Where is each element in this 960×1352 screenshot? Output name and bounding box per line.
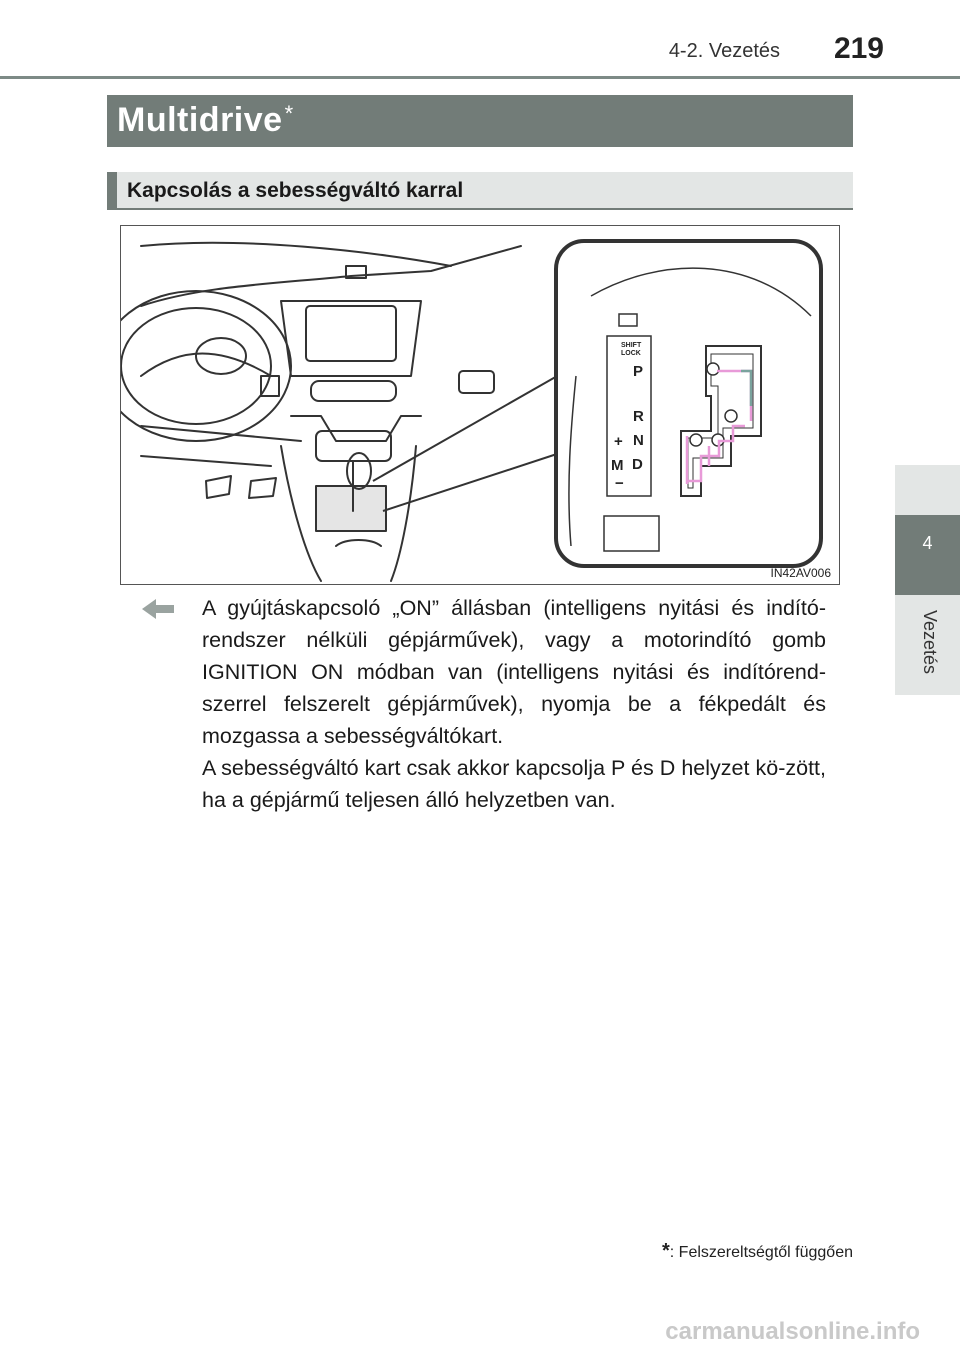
gear-n-label: N — [633, 432, 644, 449]
title-star: * — [284, 101, 294, 126]
page-number: 219 — [833, 32, 884, 65]
shift-lever-figure — [120, 225, 840, 585]
gear-plus-label: + — [614, 433, 623, 450]
shift-lock-label-1: SHIFT — [621, 342, 642, 349]
side-strip-top — [895, 465, 960, 515]
subtitle: Kapcsolás a sebességváltó karral — [127, 179, 464, 202]
gear-p-label: P — [633, 363, 644, 380]
gear-minus-label: − — [615, 475, 624, 492]
shift-lock-label-2: LOCK — [621, 350, 641, 357]
gear-r-label: R — [633, 408, 644, 425]
page-title-text: Multidrive — [117, 101, 283, 139]
paragraph-1: A gyújtáskapcsoló „ON” állásban (intelligens nyitási és indító-rendszer nélküli gépjárművek), vagy a motorindító gomb IGNITION ON módban van (intelligens nyitási és indítórend-szerrel felszerelt gépjárművek), nyomja be a fékpedált és mozgassa a sebességváltókart. — [202, 596, 826, 748]
watermark: carmanualsonline.info — [665, 1318, 920, 1345]
footnote-star: * — [661, 1240, 670, 1262]
footnote — [662, 1240, 853, 1263]
chapter-label: Vezetés — [920, 610, 940, 675]
body-text — [202, 592, 826, 816]
header-rule — [0, 76, 960, 79]
gear-d-label: D — [632, 456, 643, 473]
footnote-text: : Felszereltségtől függően — [669, 1244, 853, 1261]
paragraph-2: A sebességváltó kart csak akkor kapcsolja P és D helyzet kö-zött, ha a gépjármű teljesen álló helyzetben van. — [202, 756, 826, 812]
chapter-number: 4 — [922, 533, 933, 553]
subtitle-bar — [107, 172, 853, 210]
gear-m-label: M — [611, 457, 624, 474]
arrow-left-icon — [140, 598, 176, 620]
title-bar — [107, 95, 853, 147]
section-title: 4-2. Vezetés — [668, 40, 780, 62]
figure-code: IN42AV006 — [770, 566, 831, 580]
page-title — [117, 101, 294, 140]
chapter-tab — [895, 515, 960, 595]
car-interior-illustration — [121, 226, 841, 586]
